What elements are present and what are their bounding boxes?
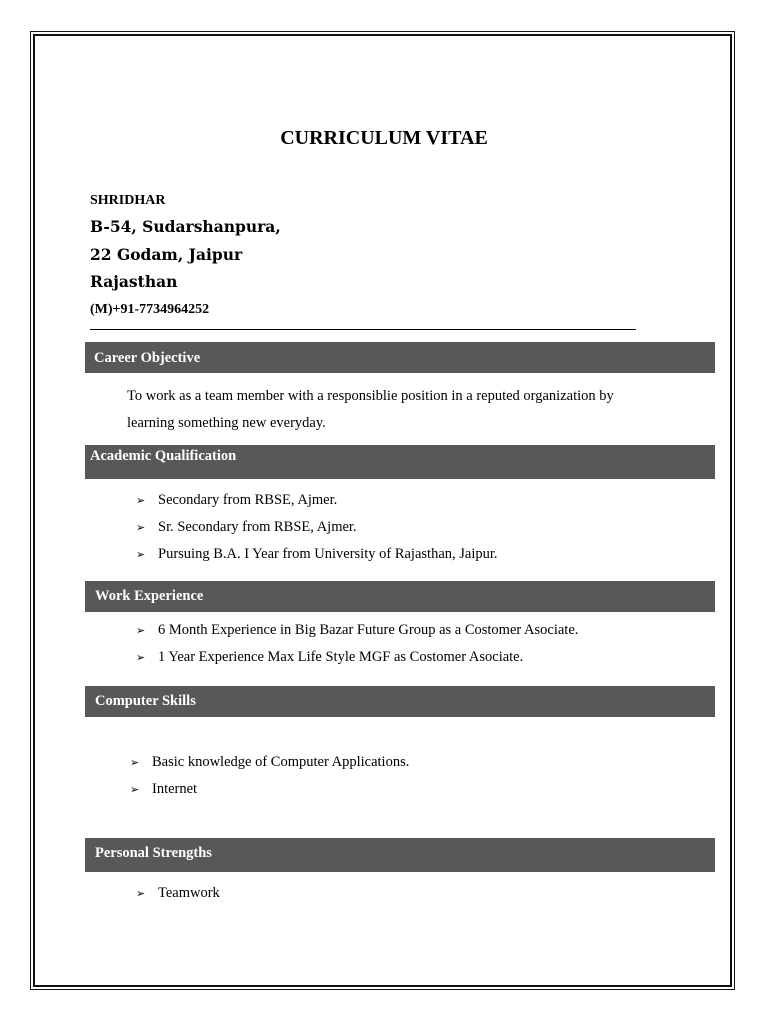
section-title-computer-skills: Computer Skills bbox=[95, 693, 196, 709]
work-experience-list bbox=[136, 617, 578, 671]
section-title-work-experience: Work Experience bbox=[95, 588, 204, 604]
arrow-bullet-icon: ➢ bbox=[136, 548, 146, 561]
header-divider bbox=[90, 329, 636, 330]
list-item bbox=[136, 541, 498, 568]
list-item bbox=[136, 487, 498, 514]
section-header-career-objective bbox=[85, 342, 715, 373]
list-item bbox=[136, 617, 578, 644]
section-header-personal-strengths bbox=[85, 838, 715, 872]
list-item bbox=[130, 776, 409, 803]
arrow-bullet-icon: ➢ bbox=[136, 494, 146, 507]
career-objective-text: To work as a team member with a responsibliе position in a reputed organization by learning something new everyday. bbox=[127, 388, 614, 431]
personal-strengths-list bbox=[136, 880, 220, 907]
candidate-name: SHRIDHAR bbox=[90, 193, 166, 208]
academic-qualification-list bbox=[136, 487, 498, 568]
section-header-computer-skills bbox=[85, 686, 715, 717]
list-item bbox=[136, 514, 498, 541]
computer-skills-list bbox=[130, 749, 409, 803]
list-item-text: Pursuing B.A. I Year from University of Rajasthan, Jaipur. bbox=[158, 546, 498, 562]
section-header-work-experience bbox=[85, 581, 715, 612]
list-item-text: Secondary from RBSE, Ajmer. bbox=[158, 492, 338, 508]
arrow-bullet-icon: ➢ bbox=[136, 651, 146, 664]
list-item-text: 6 Month Experience in Big Bazar Future Group as a Costomer Asociate. bbox=[158, 622, 579, 638]
arrow-bullet-icon: ➢ bbox=[136, 887, 146, 900]
arrow-bullet-icon: ➢ bbox=[136, 521, 146, 534]
address-line-1: B-54, Sudarshanpura, bbox=[90, 217, 281, 236]
document-title: CURRICULUM VITAE bbox=[280, 127, 488, 149]
list-item-text: Sr. Secondary from RBSE, Ajmer. bbox=[158, 519, 357, 535]
address-line-3: Rajasthan bbox=[90, 272, 178, 291]
section-title-career-objective: Career Objective bbox=[94, 350, 201, 366]
list-item-text: Internet bbox=[152, 781, 198, 797]
list-item-text: Teamwork bbox=[158, 885, 220, 901]
arrow-bullet-icon: ➢ bbox=[130, 783, 140, 796]
list-item-text: Basic knowledge of Computer Applications. bbox=[152, 754, 410, 770]
address-line-2: 22 Godam, Jaipur bbox=[90, 245, 243, 264]
list-item bbox=[136, 880, 220, 907]
list-item-text: 1 Year Experience Max Life Style MGF as Costomer Asociate. bbox=[158, 649, 524, 665]
section-header-academic-qualification bbox=[85, 445, 715, 479]
section-title-academic-qualification: Academic Qualification bbox=[90, 448, 237, 464]
section-title-personal-strengths: Personal Strengths bbox=[95, 845, 212, 861]
list-item bbox=[136, 644, 578, 671]
arrow-bullet-icon: ➢ bbox=[130, 756, 140, 769]
list-item bbox=[130, 749, 409, 776]
phone-number: (M)+91-7734964252 bbox=[90, 302, 210, 317]
arrow-bullet-icon: ➢ bbox=[136, 624, 146, 637]
